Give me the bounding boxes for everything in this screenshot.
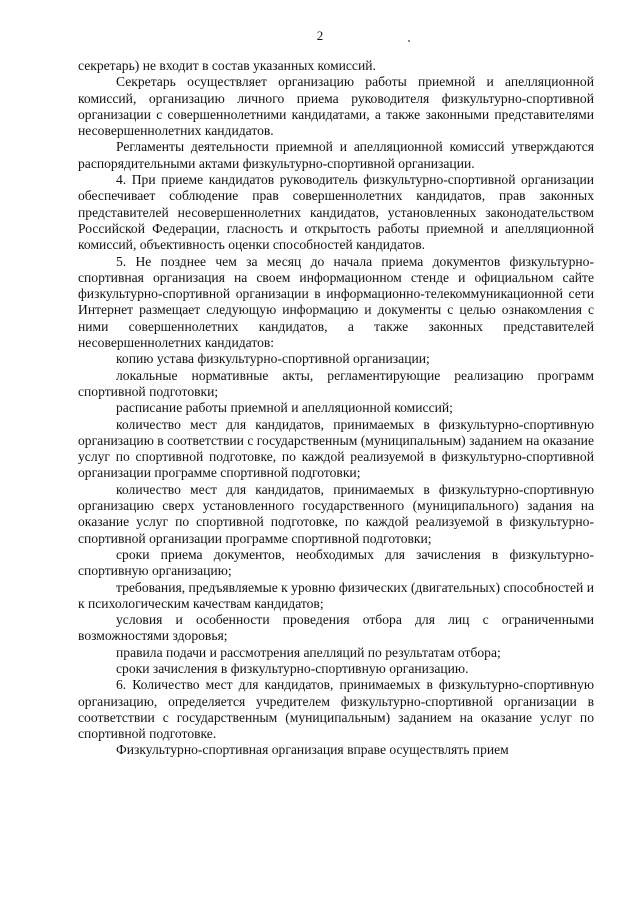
- list-item-charter: копию устава физкультурно-спортивной организации;: [116, 351, 430, 367]
- list-item-places-beyond-assignment: количество мест для кандидатов, принимаемых в физкультурно-спортивную организацию сверх установленного государственного (муниципального) задания на оказание услуг по спортивной подготовке, по каждой реализуемой в физкультурно-спортивной организации программе спортивной подготовки;: [78, 481, 594, 546]
- paragraph-regulations: Регламенты деятельности приемной и апелляционной комиссий утверждаются распорядительными актами физкультурно-спортивной организации.: [78, 139, 594, 171]
- list-item-schedule: расписание работы приемной и апелляционной комиссий;: [116, 400, 453, 416]
- paragraph-item-4: 4. При приеме кандидатов руководитель физкультурно-спортивной организации обеспечивает соблюдение прав совершеннолетних кандидатов, прав законных представителей несовершеннолетних кандидатов, установленных законодательством Российской Федерации, гласность и открытость работы приемной и апелляционной комиссий, объективность оценки способностей кандидатов.: [78, 172, 594, 253]
- list-item-document-deadlines: сроки приема документов, необходимых для зачисления в физкультурно-спортивную организацию;: [78, 546, 594, 579]
- scan-dot-mark: [408, 40, 410, 42]
- paragraph-continuation: секретарь) не входит в состав указанных комиссий.: [78, 58, 376, 73]
- paragraph-secretary-duties: Секретарь осуществляет организацию работы приемной и апелляционной комиссий, организацию личного приема руководителя физкультурно-спортивной организации с совершеннолетними кандидатами, а также законными представителями несовершеннолетних кандидатов.: [78, 74, 594, 139]
- list-item-places-within-assignment: количество мест для кандидатов, принимаемых в физкультурно-спортивную организацию в соответствии с государственным (муниципальным) заданием на оказание услуг по спортивной подготовке, по каждой реализуемой в физкультурно-спортивной организации программе спортивной подготовки;: [78, 416, 594, 481]
- page-number: 2: [316, 28, 324, 43]
- list-item-disability-conditions: условия и особенности проведения отбора для лиц с ограниченными возможностями здоровья;: [78, 612, 594, 644]
- list-item-enrollment-deadlines: сроки зачисления в физкультурно-спортивную организацию.: [116, 660, 469, 676]
- paragraph-item-6: 6. Количество мест для кандидатов, принимаемых в физкультурно-спортивную организацию, определяется учредителем физкультурно-спортивной организации в соответствии с государственным (муниципальным) заданием на оказание услуг по спортивной подготовке.: [78, 677, 594, 742]
- list-item-local-acts: локальные нормативные акты, регламентирующие реализацию программ спортивной подготовки;: [78, 367, 594, 399]
- document-body: [78, 58, 594, 759]
- paragraph-item-5: 5. Не позднее чем за месяц до начала приема документов физкультурно-спортивная организация на своем информационном стенде и официальном сайте физкультурно-спортивной организации в информационно-телекоммуникационной сети Интернет размещает следующую информацию и документы с целью ознакомления с ними совершеннолетних кандидатов, а также законных представителей несовершеннолетних кандидатов:: [78, 253, 594, 351]
- paragraph-admission-right: Физкультурно-спортивная организация вправе осуществлять прием: [116, 742, 509, 758]
- list-item-requirements: требования, предъявляемые к уровню физических (двигательных) способностей и к психологическим качествам кандидатов;: [78, 579, 594, 611]
- list-item-appeal-rules: правила подачи и рассмотрения апелляций по результатам отбора;: [116, 644, 501, 660]
